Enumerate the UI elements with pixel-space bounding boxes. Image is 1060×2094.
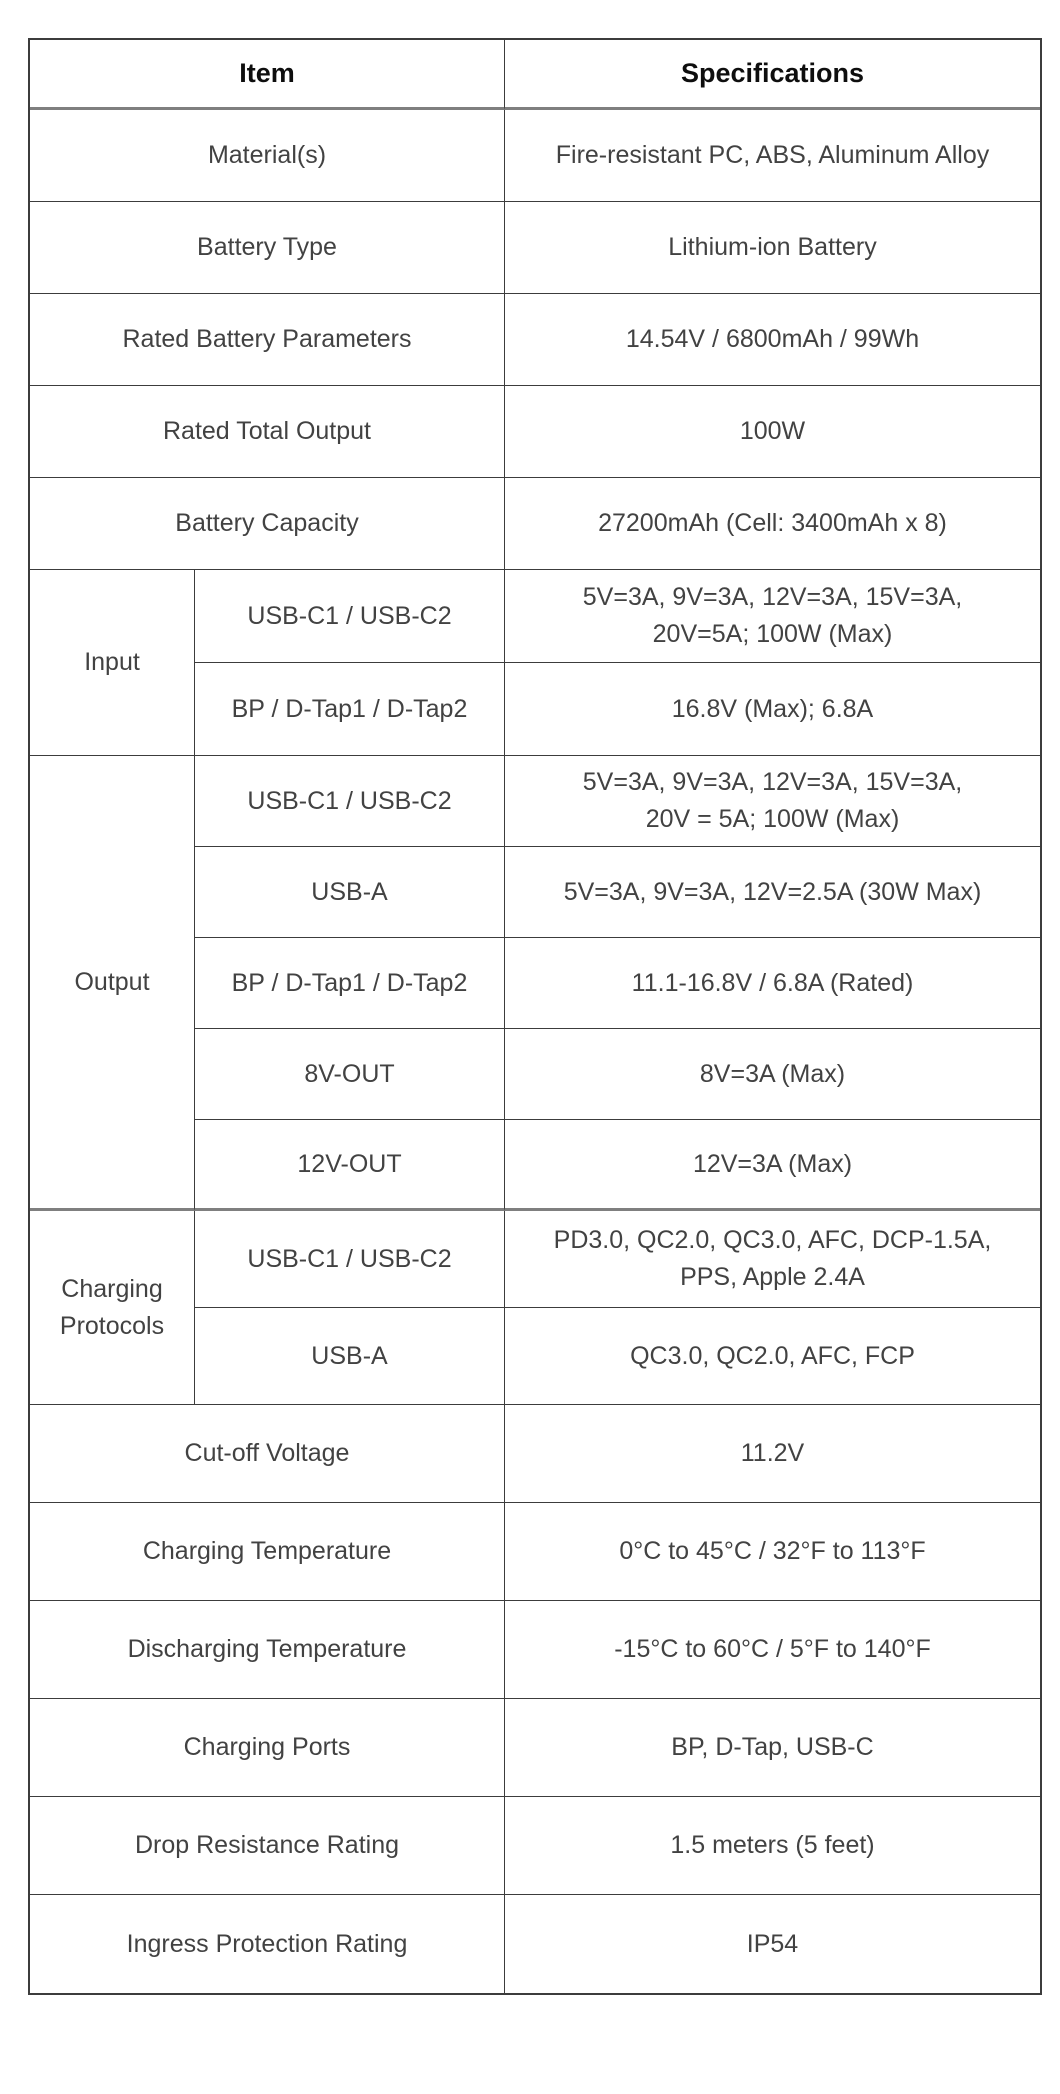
rated-total-output-item-cell: Rated Total Output bbox=[30, 386, 505, 478]
spec-table bbox=[28, 38, 1042, 1995]
output-usba-port-cell: USB-A bbox=[195, 847, 505, 938]
output-usbc-spec-cell bbox=[505, 756, 1040, 847]
output-8v-out-spec-cell: 8V=3A (Max) bbox=[505, 1029, 1040, 1120]
spec-line-1: 5V=3A, 9V=3A, 12V=3A, 15V=3A, bbox=[582, 768, 963, 796]
discharging-temperature-item-cell: Discharging Temperature bbox=[30, 1601, 505, 1699]
cut-off-voltage-spec-cell: 11.2V bbox=[505, 1405, 1040, 1503]
output-usbc-port-cell: USB-C1 / USB-C2 bbox=[195, 756, 505, 847]
charging-temperature-item-cell: Charging Temperature bbox=[30, 1503, 505, 1601]
spec-line-2: PPS, Apple 2.4A bbox=[680, 1263, 865, 1291]
protocols-usba-port-cell: USB-A bbox=[195, 1308, 505, 1405]
rated-total-output-spec-cell: 100W bbox=[505, 386, 1040, 478]
ingress-protection-rating-item-cell: Ingress Protection Rating bbox=[30, 1895, 505, 1993]
input-usbc-port-cell: USB-C1 / USB-C2 bbox=[195, 570, 505, 663]
output-12v-out-spec-cell: 12V=3A (Max) bbox=[505, 1120, 1040, 1211]
input-usbc-spec-cell bbox=[505, 570, 1040, 663]
material-item-cell: Material(s) bbox=[30, 110, 505, 202]
output-group-label-cell: Output bbox=[30, 756, 195, 1211]
protocols-usba-spec-cell: QC3.0, QC2.0, AFC, FCP bbox=[505, 1308, 1040, 1405]
output-bp-dtap-port-cell: BP / D-Tap1 / D-Tap2 bbox=[195, 938, 505, 1029]
spec-line-1: PD3.0, QC2.0, QC3.0, AFC, DCP-1.5A, bbox=[553, 1226, 992, 1254]
charging-temperature-spec-cell: 0°C to 45°C / 32°F to 113°F bbox=[505, 1503, 1040, 1601]
spec-line-2: 20V=5A; 100W (Max) bbox=[652, 620, 893, 648]
discharging-temperature-spec-cell: -15°C to 60°C / 5°F to 140°F bbox=[505, 1601, 1040, 1699]
cut-off-voltage-item-cell: Cut-off Voltage bbox=[30, 1405, 505, 1503]
drop-resistance-rating-spec-cell: 1.5 meters (5 feet) bbox=[505, 1797, 1040, 1895]
drop-resistance-rating-item-cell: Drop Resistance Rating bbox=[30, 1797, 505, 1895]
ingress-protection-rating-spec-cell: IP54 bbox=[746, 1929, 799, 1958]
rated-battery-parameters-item-cell: Rated Battery Parameters bbox=[30, 294, 505, 386]
output-8v-out-port-cell: 8V-OUT bbox=[195, 1029, 505, 1120]
charging-protocols-group-label-cell: Charging Protocols bbox=[30, 1211, 195, 1405]
battery-type-spec-cell: Lithium-ion Battery bbox=[505, 202, 1040, 294]
input-bp-dtap-port-cell: BP / D-Tap1 / D-Tap2 bbox=[195, 663, 505, 756]
charging-ports-item-cell: Charging Ports bbox=[30, 1699, 505, 1797]
protocols-usbc-spec-cell bbox=[505, 1211, 1040, 1308]
battery-type-item-cell: Battery Type bbox=[30, 202, 505, 294]
input-group-label-cell: Input bbox=[30, 570, 195, 756]
charging-ports-spec-cell: BP, D-Tap, USB-C bbox=[505, 1699, 1040, 1797]
input-bp-dtap-spec-cell: 16.8V (Max); 6.8A bbox=[505, 663, 1040, 756]
spec-line-2: 20V = 5A; 100W (Max) bbox=[645, 805, 900, 833]
output-bp-dtap-spec-cell: 11.1-16.8V / 6.8A (Rated) bbox=[505, 938, 1040, 1029]
battery-capacity-spec-cell: 27200mAh (Cell: 3400mAh x 8) bbox=[505, 478, 1040, 570]
output-12v-out-port-cell: 12V-OUT bbox=[195, 1120, 505, 1211]
rated-battery-parameters-spec-cell: 14.54V / 6800mAh / 99Wh bbox=[505, 294, 1040, 386]
protocols-usbc-port-cell: USB-C1 / USB-C2 bbox=[195, 1211, 505, 1308]
header-item-cell: Item bbox=[30, 40, 505, 110]
spec-line-1: 5V=3A, 9V=3A, 12V=3A, 15V=3A, bbox=[582, 583, 963, 611]
battery-capacity-item-cell: Battery Capacity bbox=[30, 478, 505, 570]
output-usba-spec-cell: 5V=3A, 9V=3A, 12V=2.5A (30W Max) bbox=[505, 847, 1040, 938]
header-specifications-cell: Specifications bbox=[505, 40, 1040, 110]
material-spec-cell: Fire-resistant PC, ABS, Aluminum Alloy bbox=[505, 110, 1040, 202]
